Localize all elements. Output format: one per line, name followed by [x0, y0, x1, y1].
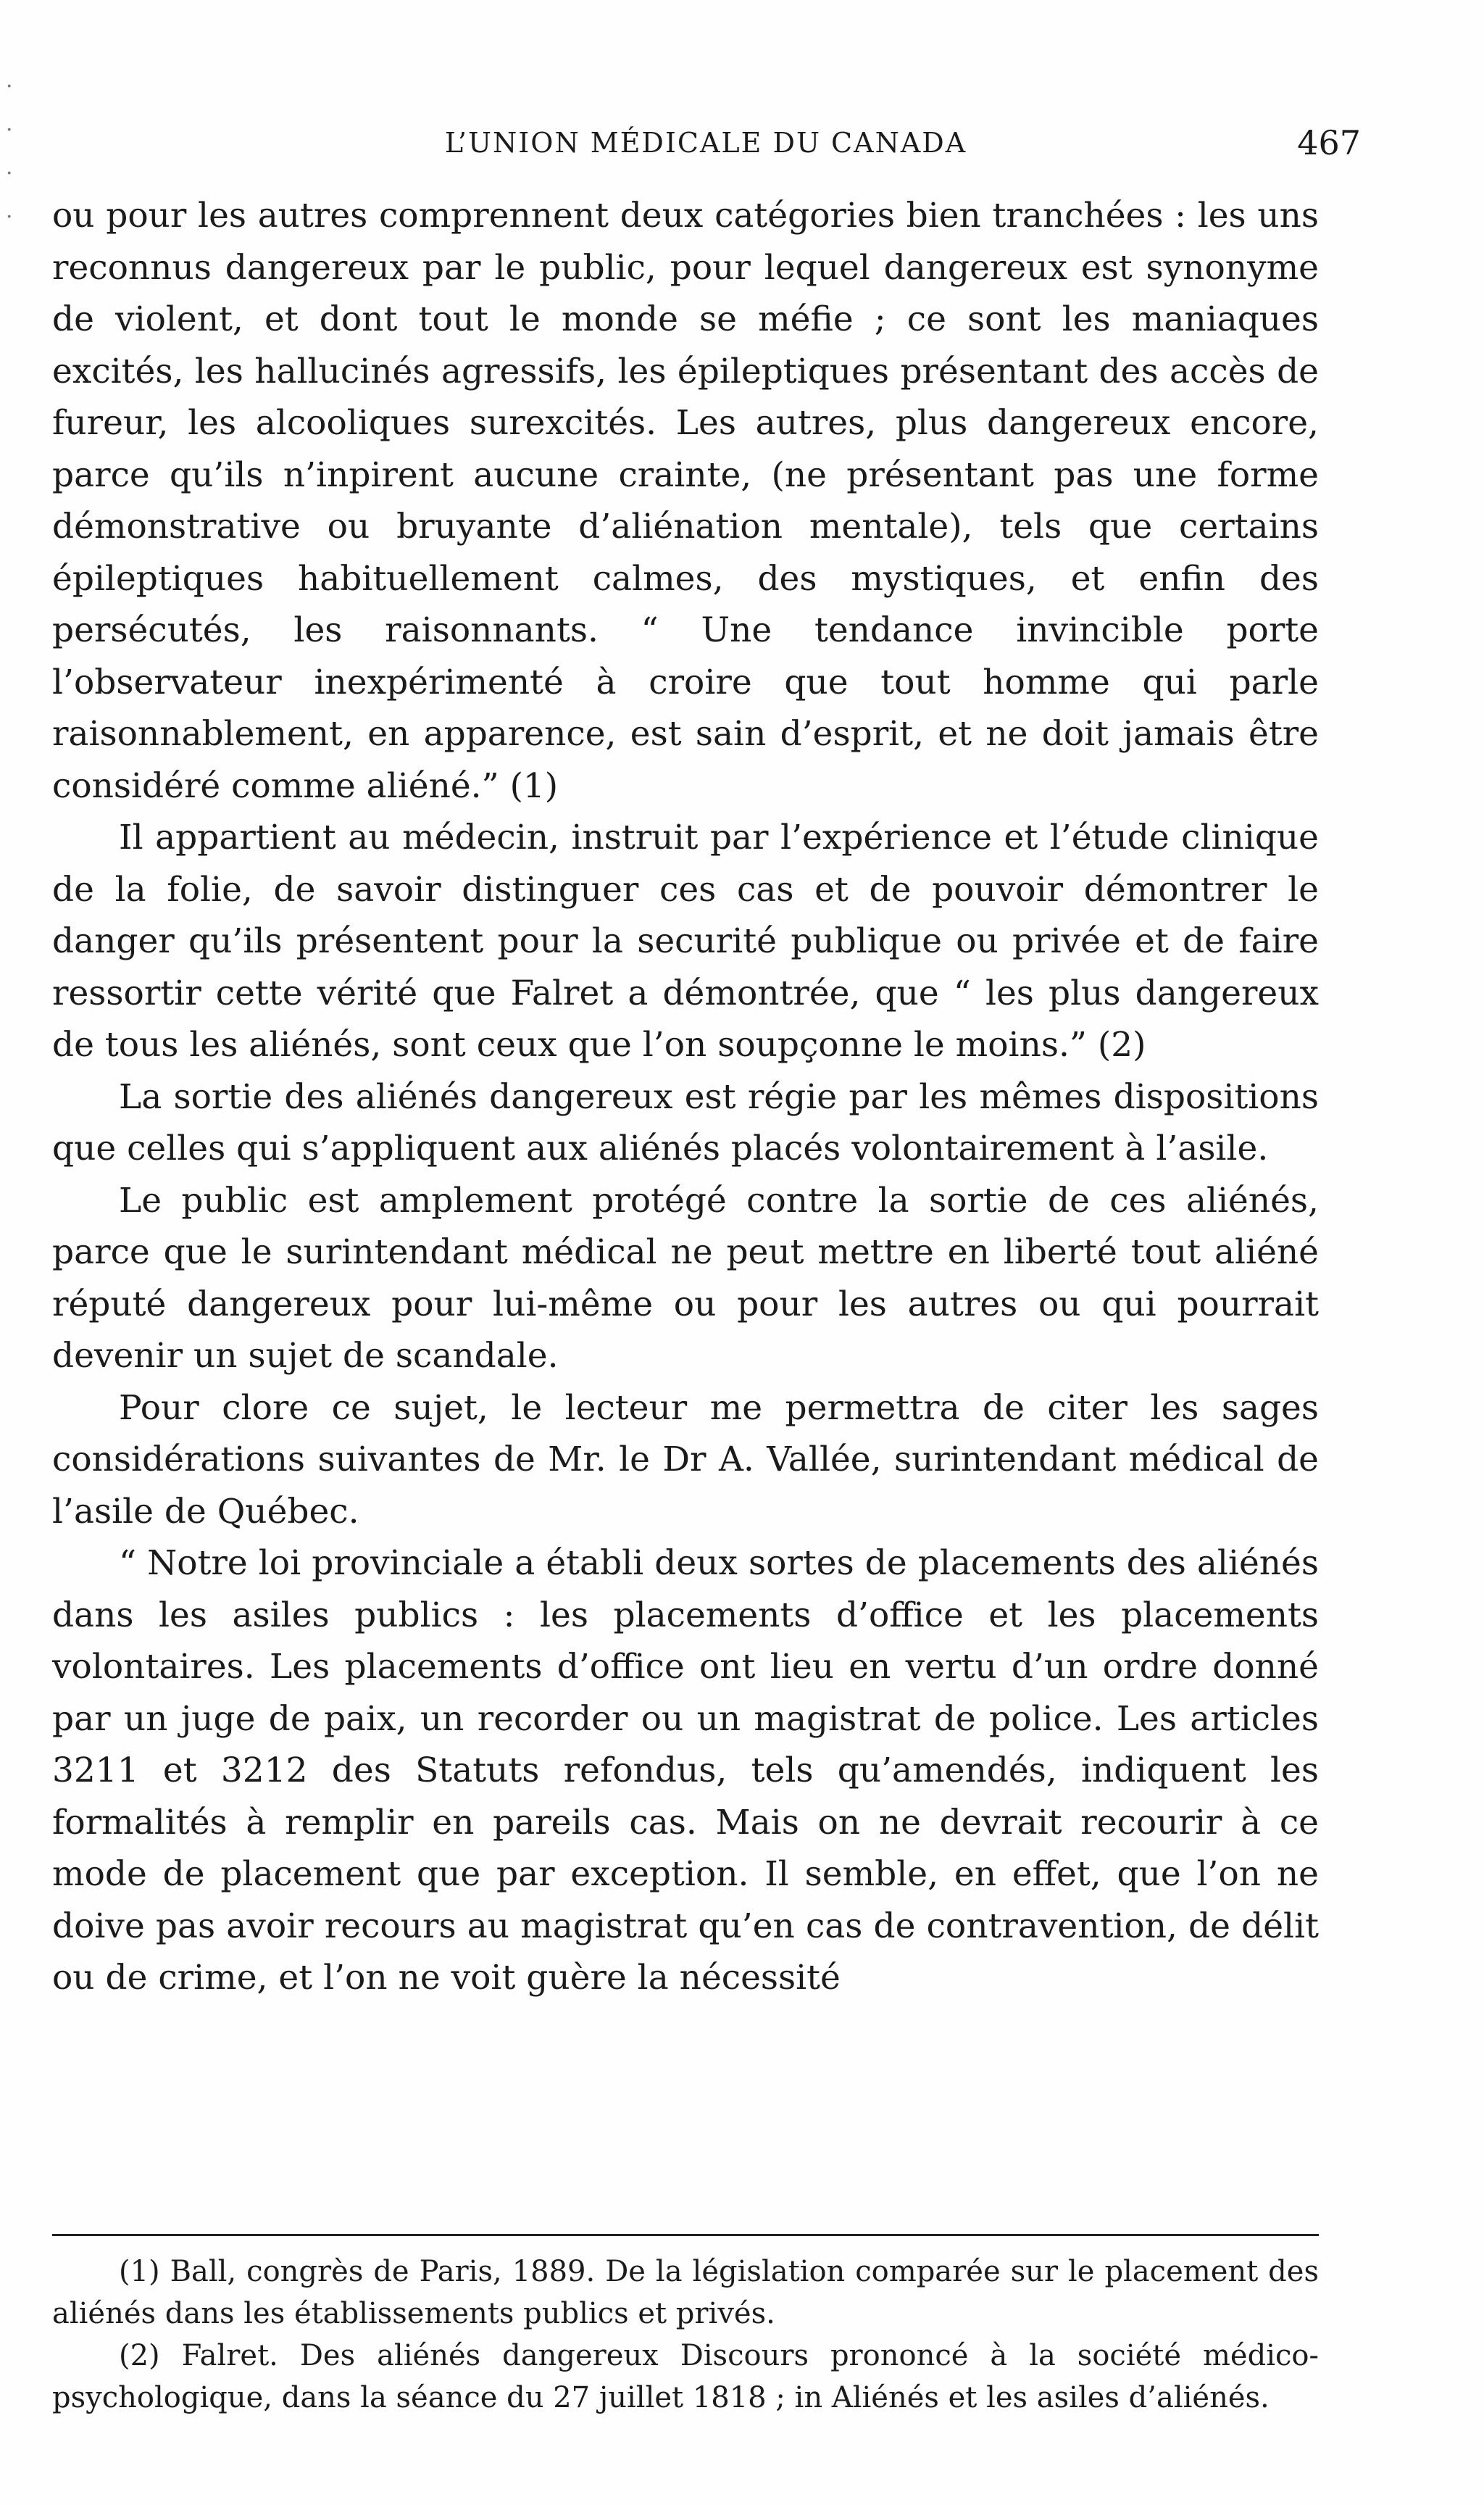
paragraph: ou pour les autres comprennent deux catégories bien tranchées : les uns reconnus dangereux par le public, pour lequel dangereux est synonyme de violent, et dont tout le monde se méfie ; ce sont les maniaques excités, les hallucinés agressifs, les épileptiques présentant des accès de fureur, les alcooliques surexcités. Les autres, plus dangereux encore, parce qu’ils n’inpirent aucune crainte, (ne présentant pas une forme démonstrative ou bruyante d’aliénation mentale), tels que certains épileptiques habituellement calmes, des mystiques, et enfin des persécutés, les raisonnants. “ Une tendance invincible porte l’observateur inexpérimenté à croire que tout homme qui parle raisonnablement, en apparence, est sain d’esprit, et ne doit jamais être considéré comme aliéné.” (1)	[52, 196, 1319, 806]
page-number: 467	[1297, 123, 1361, 162]
running-head: L’UNION MÉDICALE DU CANADA	[444, 127, 967, 159]
paragraph: La sortie des aliénés dangereux est régie par les mêmes dispositions que celles qui s’appliquent aux aliénés placés volontairement à l’asile.	[52, 1076, 1319, 1168]
paragraph: Il appartient au médecin, instruit par l’expérience et l’étude clinique de la folie, de savoir distinguer ces cas et de pouvoir démontrer le danger qu’ils présentent pour la securité publique ou privée et de faire ressortir cette vérité que Falret a démontrée, que “ les plus dangereux de tous les aliénés, sont ceux que l’on soupçonne le moins.” (2)	[52, 818, 1319, 1065]
page-header	[51, 117, 1361, 168]
footnotes	[52, 2251, 1319, 2419]
paragraph: Pour clore ce sujet, le lecteur me permettra de citer les sages considérations suivantes de Mr. le Dr A. Vallée, surintendant médical de l’asile de Québec.	[52, 1387, 1319, 1532]
body-text	[52, 190, 1319, 2004]
paragraph: Le public est amplement protégé contre la sortie de ces aliénés, parce que le surintendant médical ne peut mettre en liberté tout aliéné réputé dangereux pour lui-même ou pour les autres ou qui pourrait devenir un sujet de scandale.	[52, 1180, 1319, 1376]
paragraph: “ Notre loi provinciale a établi deux sortes de placements des aliénés dans les asiles publics : les placements d’office et les placements volontaires. Les placements d’office ont lieu en vertu d’un ordre donné par un juge de paix, un recorder ou un magistrat de police. Les articles 3211 et 3212 des Statuts refondus, tels qu’amendés, indiquent les formalités à remplir en pareils cas. Mais on ne devrait recourir à ce mode de placement que par exception. Il semble, en effet, que l’on ne doive pas avoir recours au magistrat qu’en cas de contravention, de délit ou de crime, et l’on ne voit guère la nécessité	[52, 1543, 1319, 1998]
footnote-rule	[52, 2234, 1319, 2236]
margin-marks: · · · ·	[6, 74, 13, 230]
footnote: (2) Falret. Des aliénés dangereux Discours prononcé à la société médico-psychologique, dans la séance du 27 juillet 1818 ; in Aliénés et les asiles d’aliénés.	[52, 2339, 1319, 2414]
footnote: (1) Ball, congrès de Paris, 1889. De la législation comparée sur le placement des aliénés dans les établissements publics et privés.	[52, 2255, 1319, 2330]
